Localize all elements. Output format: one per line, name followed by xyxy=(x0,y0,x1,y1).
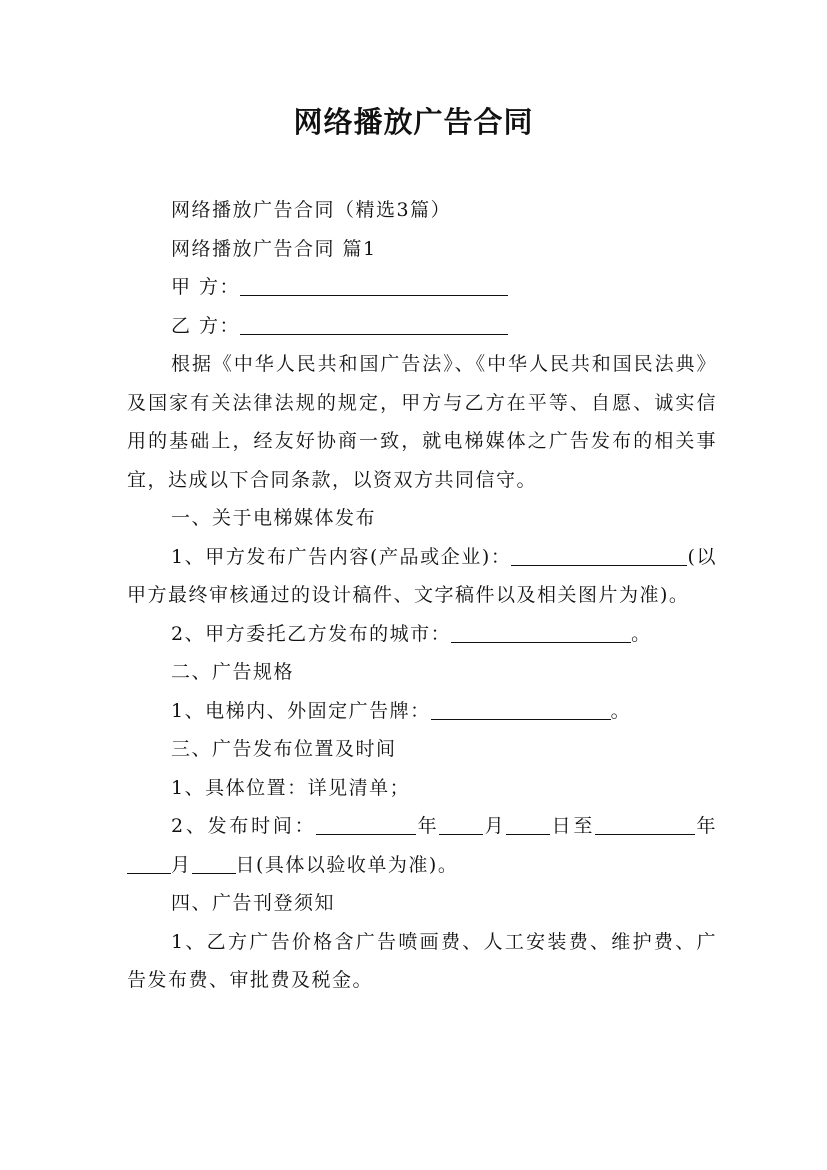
s1-item2-blank xyxy=(451,618,631,643)
s3-heading: 三、广告发布位置及时间 xyxy=(171,738,397,760)
s1-item2-end: 。 xyxy=(631,622,652,645)
s3-year-label: 年 xyxy=(416,815,440,837)
s1-item1 xyxy=(127,538,717,615)
s2-heading: 二、广告规格 xyxy=(171,661,295,683)
document-title: 网络播放广告合同 xyxy=(293,105,534,139)
s3-end-day-label: 日(具体以验收单为准)。 xyxy=(235,853,459,876)
s2-item1-blank xyxy=(431,695,611,720)
s3-end-month-label: 月 xyxy=(171,853,192,876)
s1-item1-note: (以甲方最终审核通过的设计稿件、文字稿件以及相关图片为准)。 xyxy=(127,545,717,606)
party-b-line xyxy=(127,307,717,346)
s2-item1-end: 。 xyxy=(610,699,632,722)
s3-start-day-blank xyxy=(506,810,550,835)
s3-item2 xyxy=(127,807,717,884)
s1-item1-label: 1、甲方发布广告内容(产品或企业)： xyxy=(171,545,512,568)
s3-day-to-label: 日至 xyxy=(550,815,596,837)
party-a-label: 甲 方： xyxy=(171,276,241,298)
party-a-blank xyxy=(240,271,508,296)
s1-item2-label: 2、甲方委托乙方发布的城市： xyxy=(171,622,452,645)
s3-item1: 1、具体位置：详见清单； xyxy=(171,776,411,799)
s3-end-month-blank xyxy=(127,849,171,874)
s3-start-month-blank xyxy=(439,810,483,835)
s3-end-year-blank xyxy=(595,810,695,835)
s3-month-label: 月 xyxy=(483,815,507,837)
s4-heading: 四、广告刊登须知 xyxy=(171,892,336,914)
party-b-blank xyxy=(240,310,508,335)
document-body xyxy=(127,191,717,1000)
s3-item2-label: 2、发布时间： xyxy=(171,815,317,837)
s1-item2 xyxy=(127,615,717,654)
party-a-line xyxy=(127,268,717,307)
s2-item1-label: 1、电梯内、外固定广告牌： xyxy=(171,699,431,722)
intro-paragraph: 根据《中华人民共和国广告法》、《中华人民共和国民法典》及国家有关法律法规的规定，甲方与乙方在平等、自愿、诚实信用的基础上，经友好协商一致，就电梯媒体之广告发布的相关事宜，达成以下合同条款，以资双方共同信守。 xyxy=(127,353,717,491)
document-subtitle: 网络播放广告合同（精选3篇） xyxy=(171,199,452,221)
s3-start-year-blank xyxy=(316,810,416,835)
section-heading: 网络播放广告合同 篇1 xyxy=(171,237,377,260)
s3-end-day-blank xyxy=(192,849,236,874)
s1-item1-blank xyxy=(511,541,687,566)
s1-heading: 一、关于电梯媒体发布 xyxy=(171,507,377,529)
party-b-label: 乙 方： xyxy=(171,314,241,337)
s4-item1: 1、乙方广告价格含广告喷画费、人工安装费、维护费、广告发布费、审批费及税金。 xyxy=(127,930,717,991)
s3-end-year-label: 年 xyxy=(695,815,717,837)
s2-item1 xyxy=(127,692,717,731)
